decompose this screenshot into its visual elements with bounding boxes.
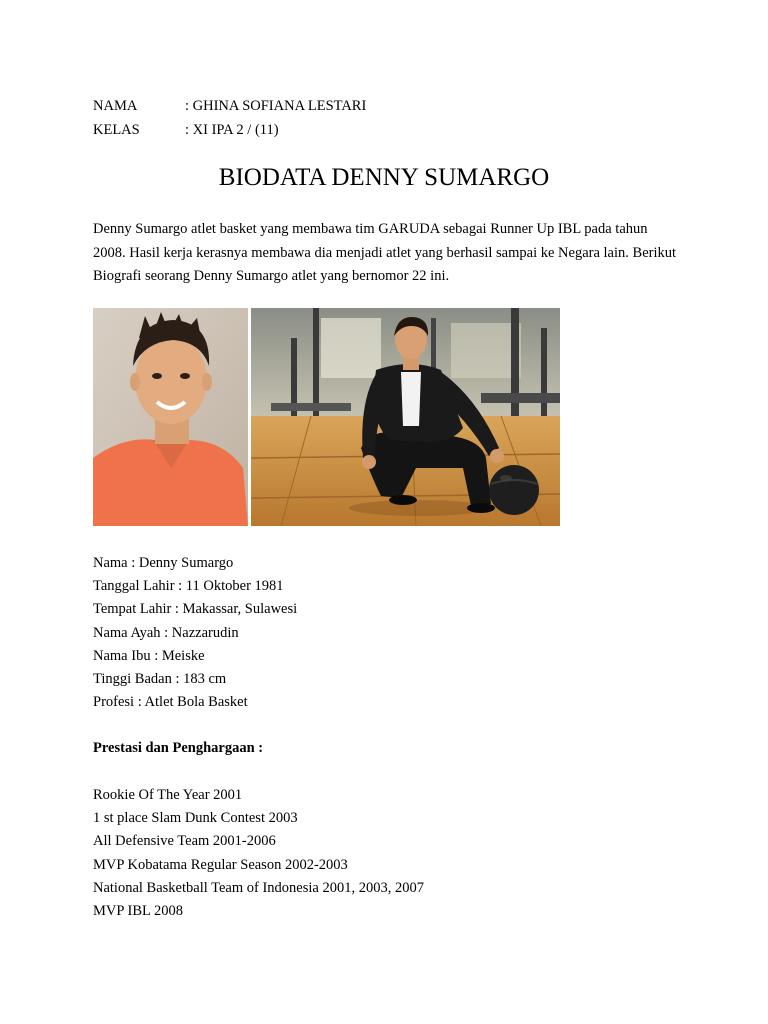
gym-photo xyxy=(251,308,560,526)
bio-item-father: Nama Ayah : Nazzarudin xyxy=(93,624,239,641)
student-name-label: NAMA xyxy=(93,98,138,114)
bio-item-mother: Nama Ibu : Meiske xyxy=(93,647,205,664)
student-class-value: : XI IPA 2 / (11) xyxy=(185,122,279,138)
intro-paragraph: Denny Sumargo atlet basket yang membawa tim GARUDA sebagai Runner Up IBL pada tahun 2008. Hasil kerja kerasnya membawa dia menjadi atlet yang berhasil sampai ke Negara lain. Berikut Biografi seorang Denny Sumargo atlet yang bernomor 22 ini. xyxy=(93,221,677,284)
achievements-heading: Prestasi dan Penghargaan : xyxy=(93,740,264,756)
bio-list xyxy=(93,552,297,714)
portrait-photo xyxy=(93,308,248,526)
achievement-item: Rookie Of The Year 2001 xyxy=(93,787,243,803)
student-class-label: KELAS xyxy=(93,122,140,138)
bio-item-name: Nama : Denny Sumargo xyxy=(93,555,234,571)
achievement-item: MVP IBL 2008 xyxy=(93,903,183,920)
bio-item-birth-place: Tempat Lahir : Makassar, Sulawesi xyxy=(93,601,298,618)
achievement-item: National Basketball Team of Indonesia 2001, 2003, 2007 xyxy=(93,879,424,896)
bio-item-birth-date: Tanggal Lahir : 11 Oktober 1981 xyxy=(93,578,284,595)
achievement-item: MVP Kobatama Regular Season 2002-2003 xyxy=(93,856,348,873)
bio-item-profession: Profesi : Atlet Bola Basket xyxy=(93,694,248,711)
achievement-item: 1 st place Slam Dunk Contest 2003 xyxy=(93,810,298,827)
achievements-list xyxy=(93,784,424,923)
student-name-value: : GHINA SOFIANA LESTARI xyxy=(185,98,367,114)
achievement-item: All Defensive Team 2001-2006 xyxy=(93,833,276,850)
bio-item-height: Tinggi Badan : 183 cm xyxy=(93,671,227,688)
document-title: BIODATA DENNY SUMARGO xyxy=(218,164,550,191)
